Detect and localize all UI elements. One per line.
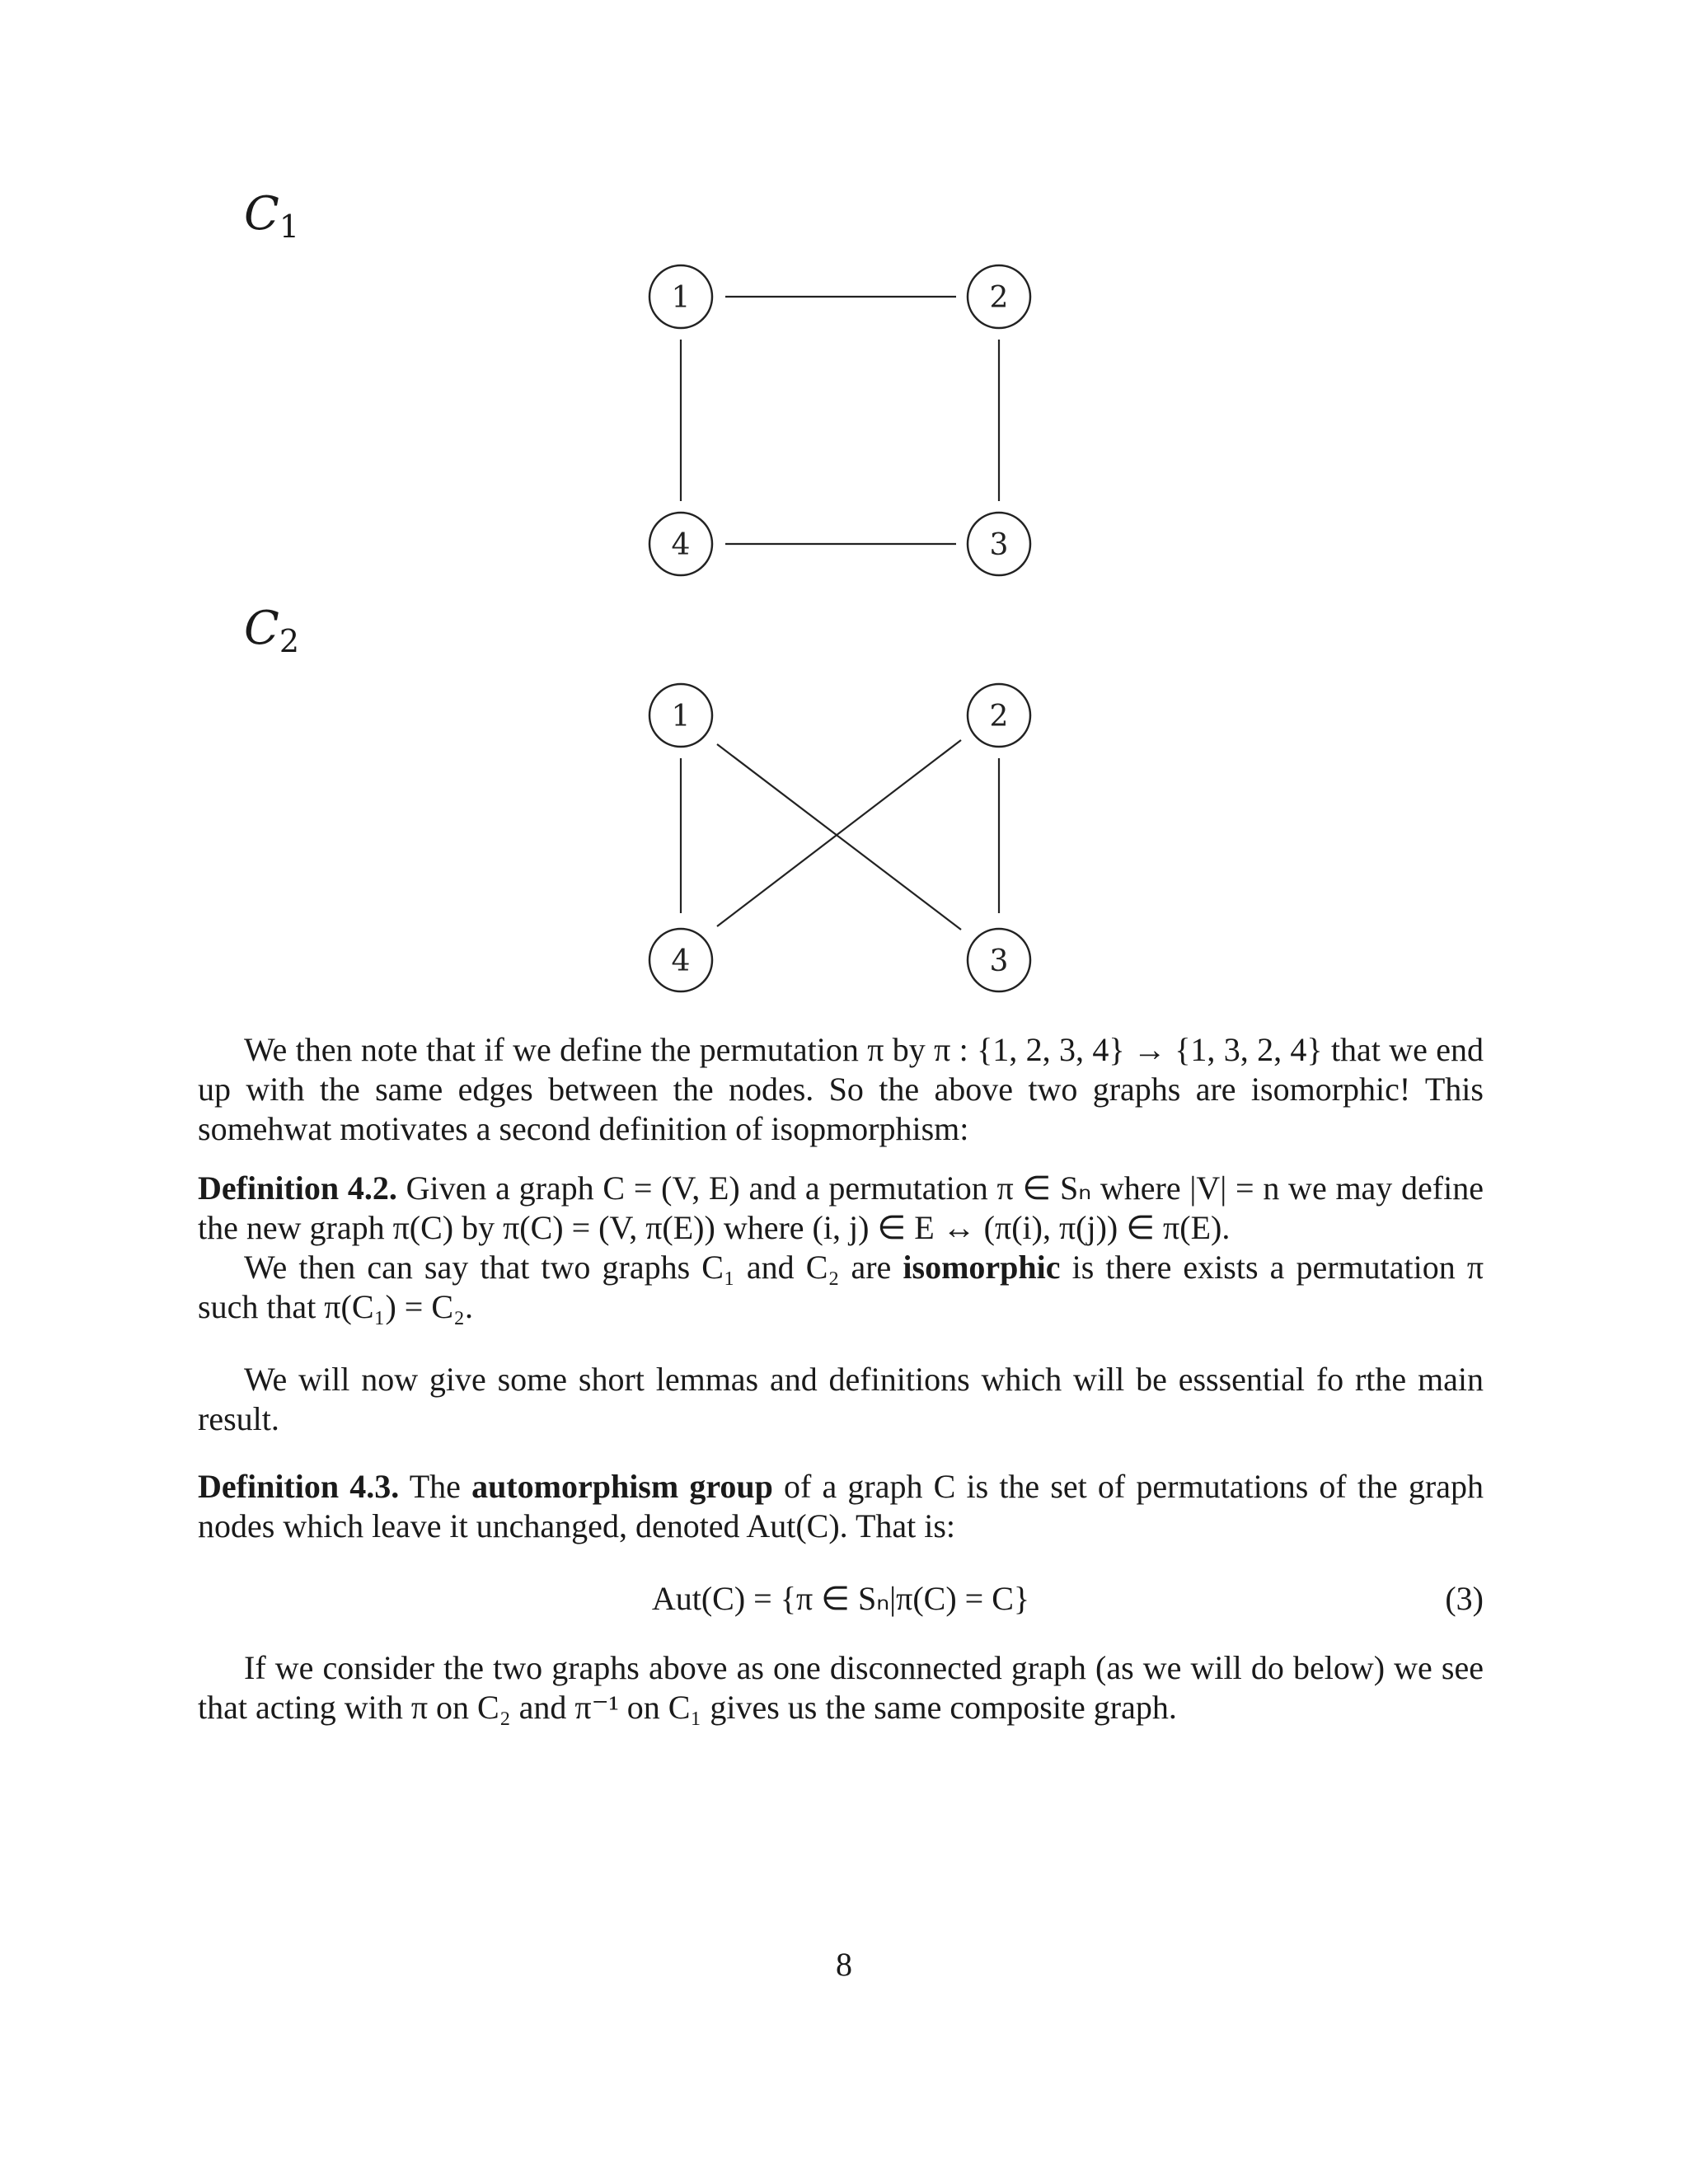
- definition-4-2-text2-b: is there exists a permutation π such that π(C₁) = C₂.: [198, 1249, 1484, 1325]
- paragraph-composite-text: If we consider the two graphs above as one disconnected graph (as we will do below) we see that acting with π on C₂ and π⁻¹ on C₁ gives us the same composite graph.: [198, 1649, 1484, 1726]
- graph-c1-node-4: [649, 513, 712, 575]
- graph-c2-label-main: C: [244, 602, 279, 655]
- paragraph-lemmas-text: We will now give some short lemmas and definitions which will be esssential fo rthe main result.: [198, 1361, 1484, 1437]
- paragraph-composite: [198, 1648, 1484, 1727]
- svg-text:4: 4: [671, 528, 691, 562]
- graph-c2-label: [244, 602, 300, 659]
- svg-text:4: 4: [671, 944, 691, 978]
- definition-4-2: [198, 1169, 1484, 1327]
- definition-4-3-body: [198, 1467, 1484, 1546]
- svg-text:3: 3: [989, 944, 1009, 978]
- graph-c1-node-2: [968, 265, 1030, 328]
- graph-c1-label: [244, 187, 300, 245]
- graph-c2-diagram: [0, 682, 1688, 1012]
- definition-4-2-isomorphic: [198, 1248, 1484, 1327]
- definition-4-2-heading: Definition 4.2.: [198, 1169, 397, 1207]
- graph-c2-node-3: [968, 929, 1030, 991]
- page-number: 8: [836, 1946, 852, 1983]
- graph-c2-node-1: [649, 684, 712, 747]
- graph-c2-node-4: [649, 929, 712, 991]
- definition-4-2-body: [198, 1169, 1484, 1248]
- graph-c1-label-main: C: [244, 187, 279, 241]
- graph-c1-label-sub: 1: [279, 209, 300, 245]
- paragraph-permutation: [198, 1030, 1484, 1149]
- definition-4-2-text: Given a graph C = (V, E) and a permutation π ∈ Sₙ where |V| = n we may define the new graph π(C) by π(C) = (V, π(E)) where (i, j) ∈ E ↔ (π(i), π(j)) ∈ π(E).: [198, 1169, 1484, 1246]
- svg-text:2: 2: [989, 700, 1009, 733]
- graph-c2-edge-1-3: [717, 744, 961, 930]
- svg-text:1: 1: [671, 700, 691, 733]
- equation-3-body: Aut(C) = {π ∈ Sₙ|π(C) = C}: [651, 1580, 1030, 1617]
- definition-4-3-text-b: of a graph C is the set of permutations of the graph nodes which leave it unchanged, denoted Aut(C). That is:: [198, 1468, 1484, 1544]
- graph-c2-node-2: [968, 684, 1030, 747]
- definition-4-3-heading: Definition 4.3.: [198, 1468, 400, 1505]
- definition-4-2-isomorphic-term: isomorphic: [903, 1249, 1061, 1286]
- svg-text:1: 1: [671, 281, 691, 315]
- graph-c1-diagram: [0, 264, 1688, 593]
- graph-c2-edge-2-4: [717, 740, 961, 926]
- definition-4-3: [198, 1467, 1484, 1546]
- definition-4-3-automorphism-term: automorphism group: [471, 1468, 773, 1505]
- svg-text:3: 3: [989, 528, 1009, 562]
- paragraph-lemmas: [198, 1360, 1484, 1439]
- graph-c1-node-3: [968, 513, 1030, 575]
- paragraph-permutation-text: We then note that if we define the permutation π by π : {1, 2, 3, 4} → {1, 3, 2, 4} that we end up with the same edges between the nodes. So the above two graphs are isomorphic! This somehwat motivates a second definition of isopmorphism:: [198, 1031, 1484, 1147]
- svg-text:2: 2: [989, 281, 1009, 315]
- equation-3-number: (3): [1445, 1580, 1484, 1617]
- graph-c2-label-sub: 2: [279, 623, 300, 659]
- graph-c1-node-1: [649, 265, 712, 328]
- definition-4-3-text-a: The: [409, 1468, 461, 1505]
- definition-4-2-text2-a: We then can say that two graphs C₁ and C₂ are: [244, 1249, 892, 1286]
